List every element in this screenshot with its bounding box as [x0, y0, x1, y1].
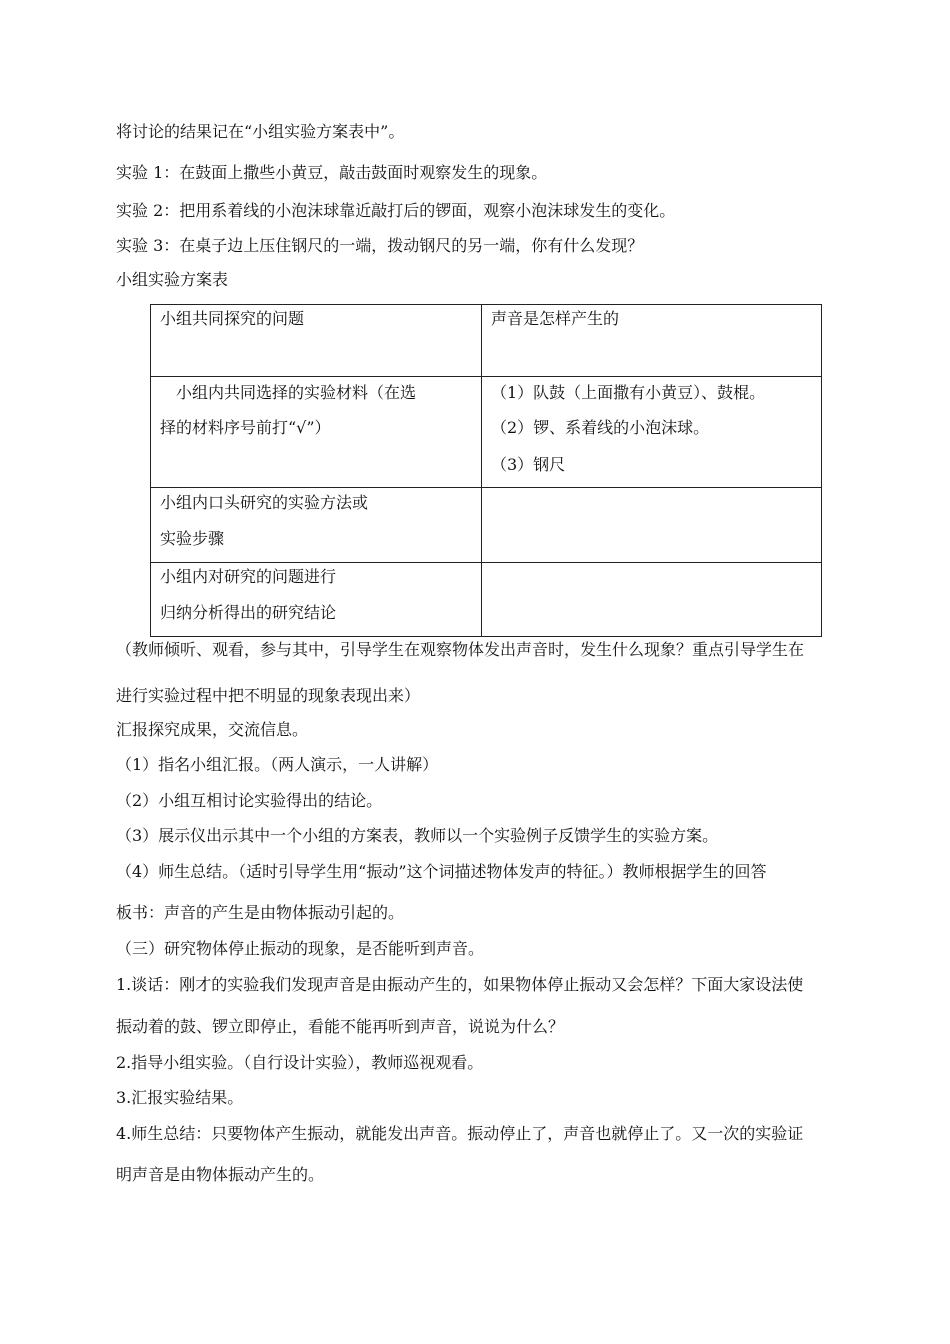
paragraph-experiment-1: 实验 1：在鼓面上撒些小黄豆，敲击鼓面时观察发生的现象。: [116, 163, 548, 182]
list-item-cont: 振动着的鼓、锣立即停止，看能不能再听到声音，说说为什么？: [116, 1017, 565, 1036]
paragraph-experiment-2: 实验 2：把用系着线的小泡沫球靠近敲打后的锣面，观察小泡沫球发生的变化。: [116, 201, 676, 220]
list-item: （1）指名小组汇报。（两人演示，一人讲解）: [116, 755, 439, 774]
table-cell-value: 声音是怎样产生的: [491, 309, 620, 328]
table-cell-value: （3）钢尺: [491, 455, 566, 474]
table-cell-value: （1）队鼓（上面撒有小黄豆）、鼓棍。: [491, 383, 766, 402]
table-cell-label: 小组内共同选择的实验材料（在选: [160, 383, 417, 402]
paragraph-report: 汇报探究成果，交流信息。: [116, 720, 309, 739]
paragraph-teacher-note-cont: 进行实验过程中把不明显的现象表现出来）: [116, 686, 421, 705]
table-border: [150, 304, 151, 637]
section-heading: （三）研究物体停止振动的现象，是否能听到声音。: [116, 939, 485, 958]
table-border: [821, 304, 822, 637]
table-cell-label: 小组共同探究的问题: [160, 309, 305, 328]
table-row-divider: [150, 562, 822, 563]
table-cell-value: （2）锣、系着线的小泡沫球。: [491, 418, 710, 437]
list-item: 4.师生总结：只要物体产生振动，就能发出声音。振动停止了，声音也就停止了。又一次的实验证: [116, 1124, 804, 1143]
list-item: 3.汇报实验结果。: [116, 1088, 244, 1107]
table-border: [150, 304, 822, 305]
table-cell-label: 小组内对研究的问题进行: [160, 567, 337, 586]
table-cell-label: 实验步骤: [160, 529, 225, 548]
list-item: （3）展示仪出示其中一个小组的方案表，教师以一个实验例子反馈学生的实验方案。: [116, 826, 719, 845]
table-border: [150, 636, 822, 637]
paragraph-experiment-3: 实验 3：在桌子边上压住钢尺的一端，拨动钢尺的另一端，你有什么发现？: [116, 236, 644, 255]
table-row-divider: [150, 376, 822, 377]
table-cell-label: 归纳分析得出的研究结论: [160, 603, 337, 622]
list-item-cont: 明声音是由物体振动产生的。: [116, 1165, 325, 1184]
table-cell-label: 择的材料序号前打“√”）: [160, 418, 331, 437]
list-item: （2）小组互相讨论实验得出的结论。: [116, 791, 383, 810]
table-column-divider: [481, 304, 482, 637]
list-item: 2.指导小组实验。（自行设计实验），教师巡视观看。: [116, 1053, 484, 1072]
table-cell-label: 小组内口头研究的实验方法或: [160, 493, 369, 512]
list-item: （4）师生总结。（适时引导学生用“振动”这个词描述物体发声的特征。）教师根据学生的回答: [116, 862, 767, 881]
paragraph-intro: 将讨论的结果记在“小组实验方案表中”。: [116, 122, 405, 141]
table-row-divider: [150, 487, 822, 488]
table-caption: 小组实验方案表: [116, 270, 229, 289]
paragraph-teacher-note: （教师倾听、观看，参与其中，引导学生在观察物体发出声音时，发生什么现象？重点引导学生在: [116, 640, 805, 659]
paragraph-board: 板书：声音的产生是由物体振动引起的。: [116, 903, 405, 922]
list-item: 1.谈话：刚才的实验我们发现声音是由振动产生的，如果物体停止振动又会怎样？下面大家设法使: [116, 975, 804, 994]
